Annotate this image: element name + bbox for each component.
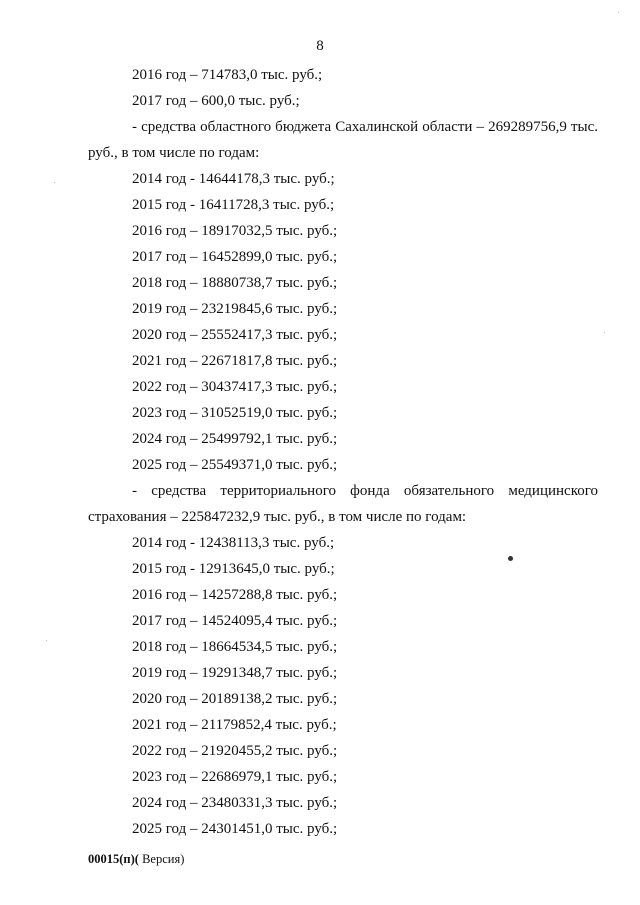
insurance-fund-paragraph: - средства территориального фонда обязательного медицинского страхования – 225847232,9 тыс. руб., в том числе по годам: <box>88 483 598 525</box>
list-item: 2022 год – 30437417,3 тыс. руб.; <box>132 379 338 395</box>
list-item: 2016 год – 14257288,8 тыс. руб.; <box>132 587 338 603</box>
footer-version <box>88 852 184 867</box>
list-item: 2025 год – 24301451,0 тыс. руб.; <box>132 821 338 837</box>
list-item: 2016 год – 18917032,5 тыс. руб.; <box>132 223 338 239</box>
list-item: 2018 год – 18880738,7 тыс. руб.; <box>132 275 338 291</box>
list-item: 2017 год – 600,0 тыс. руб.; <box>132 93 300 109</box>
document-body <box>88 62 598 842</box>
list-item: 2022 год – 21920455,2 тыс. руб.; <box>132 743 338 759</box>
list-item: 2024 год – 25499792,1 тыс. руб.; <box>132 431 338 447</box>
list-item: 2017 год – 14524095,4 тыс. руб.; <box>132 613 338 629</box>
list-item: 2025 год – 25549371,0 тыс. руб.; <box>132 457 338 473</box>
list-item: 2019 год – 19291348,7 тыс. руб.; <box>132 665 338 681</box>
list-item: 2015 год - 16411728,3 тыс. руб.; <box>132 197 335 213</box>
list-item: 2017 год – 16452899,0 тыс. руб.; <box>132 249 338 265</box>
version-label: Версия) <box>138 852 185 866</box>
scan-speck <box>46 640 47 641</box>
list-item: 2014 год - 12438113,3 тыс. руб.; <box>132 535 335 551</box>
scan-speck <box>54 182 55 183</box>
scan-dot-mark <box>508 556 513 561</box>
list-item: 2021 год – 22671817,8 тыс. руб.; <box>132 353 338 369</box>
list-item: 2016 год – 714783,0 тыс. руб.; <box>132 67 323 83</box>
scan-speck <box>618 12 619 13</box>
list-item: 2023 год – 31052519,0 тыс. руб.; <box>132 405 338 421</box>
list-item: 2019 год – 23219845,6 тыс. руб.; <box>132 301 338 317</box>
scan-speck <box>604 332 605 333</box>
page-number: 8 <box>316 38 324 54</box>
list-item: 2021 год – 21179852,4 тыс. руб.; <box>132 717 337 733</box>
document-code: 00015(п)( <box>88 852 139 866</box>
list-item: 2018 год – 18664534,5 тыс. руб.; <box>132 639 338 655</box>
list-item: 2024 год – 23480331,3 тыс. руб.; <box>132 795 338 811</box>
list-item: 2015 год - 12913645,0 тыс. руб.; <box>132 561 335 577</box>
list-item: 2020 год – 20189138,2 тыс. руб.; <box>132 691 338 707</box>
list-item: 2020 год – 25552417,3 тыс. руб.; <box>132 327 338 343</box>
regional-budget-paragraph: - средства областного бюджета Сахалинской области – 269289756,9 тыс. руб., в том числе по годам: <box>88 119 598 161</box>
list-item: 2023 год – 22686979,1 тыс. руб.; <box>132 769 338 785</box>
list-item: 2014 год - 14644178,3 тыс. руб.; <box>132 171 335 187</box>
